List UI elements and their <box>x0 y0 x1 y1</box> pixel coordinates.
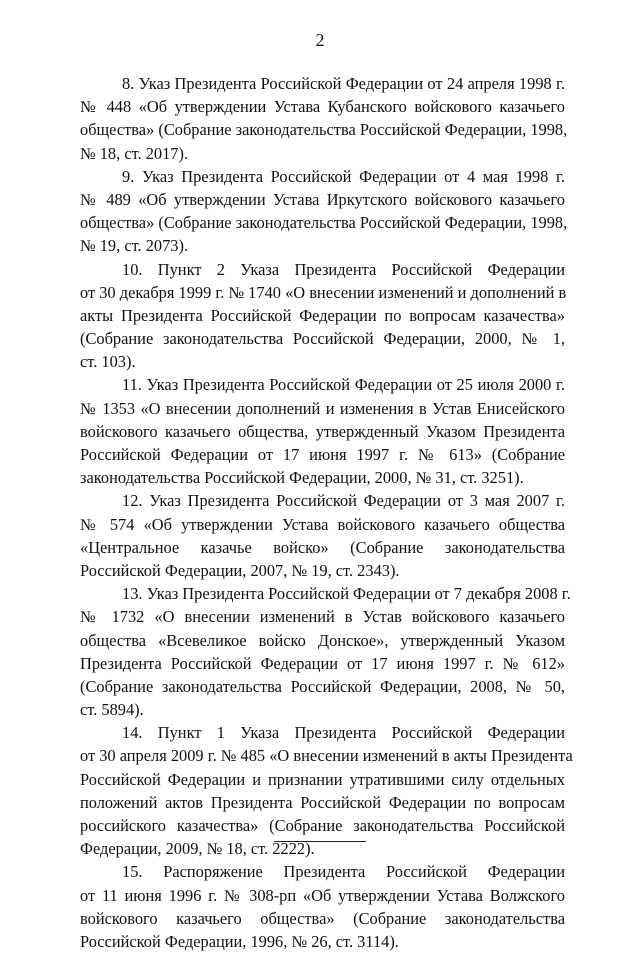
text-line: ст. 103). <box>80 352 136 372</box>
text-line: (Собрание законодательства Российской Федерации, 2008, № 50, <box>80 676 565 696</box>
text-line: 11. Указ Президента Российской Федерации от 25 июля 2000 г. <box>122 375 565 395</box>
text-line: войскового казачьего общества, утвержденный Указом Президента <box>80 421 565 441</box>
text-line: общества «Всевеликое войско Донское», утвержденный Указом <box>80 630 565 650</box>
text-line: Российской Федерации от 17 июня 1997 г. № 613» (Собрание <box>80 445 565 464</box>
text-line: от 11 июня 1996 г. № 308-рп «Об утверждении Устава Волжского <box>80 885 565 905</box>
text-line: общества» (Собрание законодательства Российской Федерации, 1998, <box>80 213 568 233</box>
text-line: российского казачества» (Собрание законодательства Российской <box>80 816 565 835</box>
text-line: 14. Пункт 1 Указа Президента Российской Федерации <box>122 723 565 743</box>
document-body <box>80 72 573 953</box>
text-line: 9. Указ Президента Российской Федерации от 4 мая 1998 г. <box>122 166 565 186</box>
text-line: № 574 «Об утверждении Устава войскового казачьего общества <box>80 514 565 534</box>
text-line: акты Президента Российской Федерации по вопросам казачества» <box>80 305 565 325</box>
text-line: от 30 апреля 2009 г. № 485 «О внесении изменений в акты Президента <box>80 746 573 766</box>
text-line: законодательства Российской Федерации, 2000, № 31, ст. 3251). <box>80 468 524 488</box>
text-line: 10. Пункт 2 Указа Президента Российской Федерации <box>122 259 565 279</box>
list-item <box>80 258 565 374</box>
text-line: ст. 5894). <box>80 700 144 720</box>
text-line: «Центральное казачье войско» (Собрание законодательства <box>80 537 565 557</box>
text-line: № 489 «Об утверждении Устава Иркутского войскового казачьего <box>80 189 565 209</box>
end-separator-line <box>274 841 366 842</box>
text-line: № 1353 «О внесении дополнений и изменения в Устав Енисейского <box>80 398 565 418</box>
text-line: № 448 «Об утверждении Устава Кубанского войскового казачьего <box>80 97 565 117</box>
text-line: войскового казачьего общества» (Собрание законодательства <box>80 908 565 928</box>
text-line: (Собрание законодательства Российской Федерации, 2000, № 1, <box>80 329 565 349</box>
text-line: № 19, ст. 2073). <box>80 236 189 256</box>
text-line: Российской Федерации, 1996, № 26, ст. 3114). <box>80 931 399 951</box>
text-line: 15. Распоряжение Президента Российской Федерации <box>122 862 565 882</box>
text-line: № 1732 «О внесении изменений в Устав войскового казачьего <box>80 607 565 627</box>
text-line: № 18, ст. 2017). <box>80 143 189 163</box>
text-line: Российской Федерации и признании утратившими силу отдельных <box>80 769 565 789</box>
text-line: Российской Федерации, 2007, № 19, ст. 2343). <box>80 560 400 580</box>
list-item <box>80 72 568 165</box>
list-item <box>80 373 565 489</box>
list-item <box>80 860 565 953</box>
text-line: 13. Указ Президента Российской Федерации от 7 декабря 2008 г. <box>122 584 571 604</box>
text-line: Федерации, 2009, № 18, ст. 2222). <box>80 839 315 859</box>
text-line: общества» (Собрание законодательства Российской Федерации, 1998, <box>80 120 568 140</box>
text-line: 12. Указ Президента Российской Федерации от 3 мая 2007 г. <box>122 491 565 511</box>
list-item <box>80 582 571 721</box>
text-line: положений актов Президента Российской Федерации по вопросам <box>80 792 565 812</box>
page-number: 2 <box>315 30 325 50</box>
list-item <box>80 489 565 582</box>
list-item <box>80 165 568 258</box>
text-line: Президента Российской Федерации от 17 июня 1997 г. № 612» <box>80 653 565 673</box>
text-line: 8. Указ Президента Российской Федерации от 24 апреля 1998 г. <box>122 74 565 93</box>
list-item <box>80 721 573 860</box>
text-line: от 30 декабря 1999 г. № 1740 «О внесении изменений и дополнений в <box>80 282 567 302</box>
